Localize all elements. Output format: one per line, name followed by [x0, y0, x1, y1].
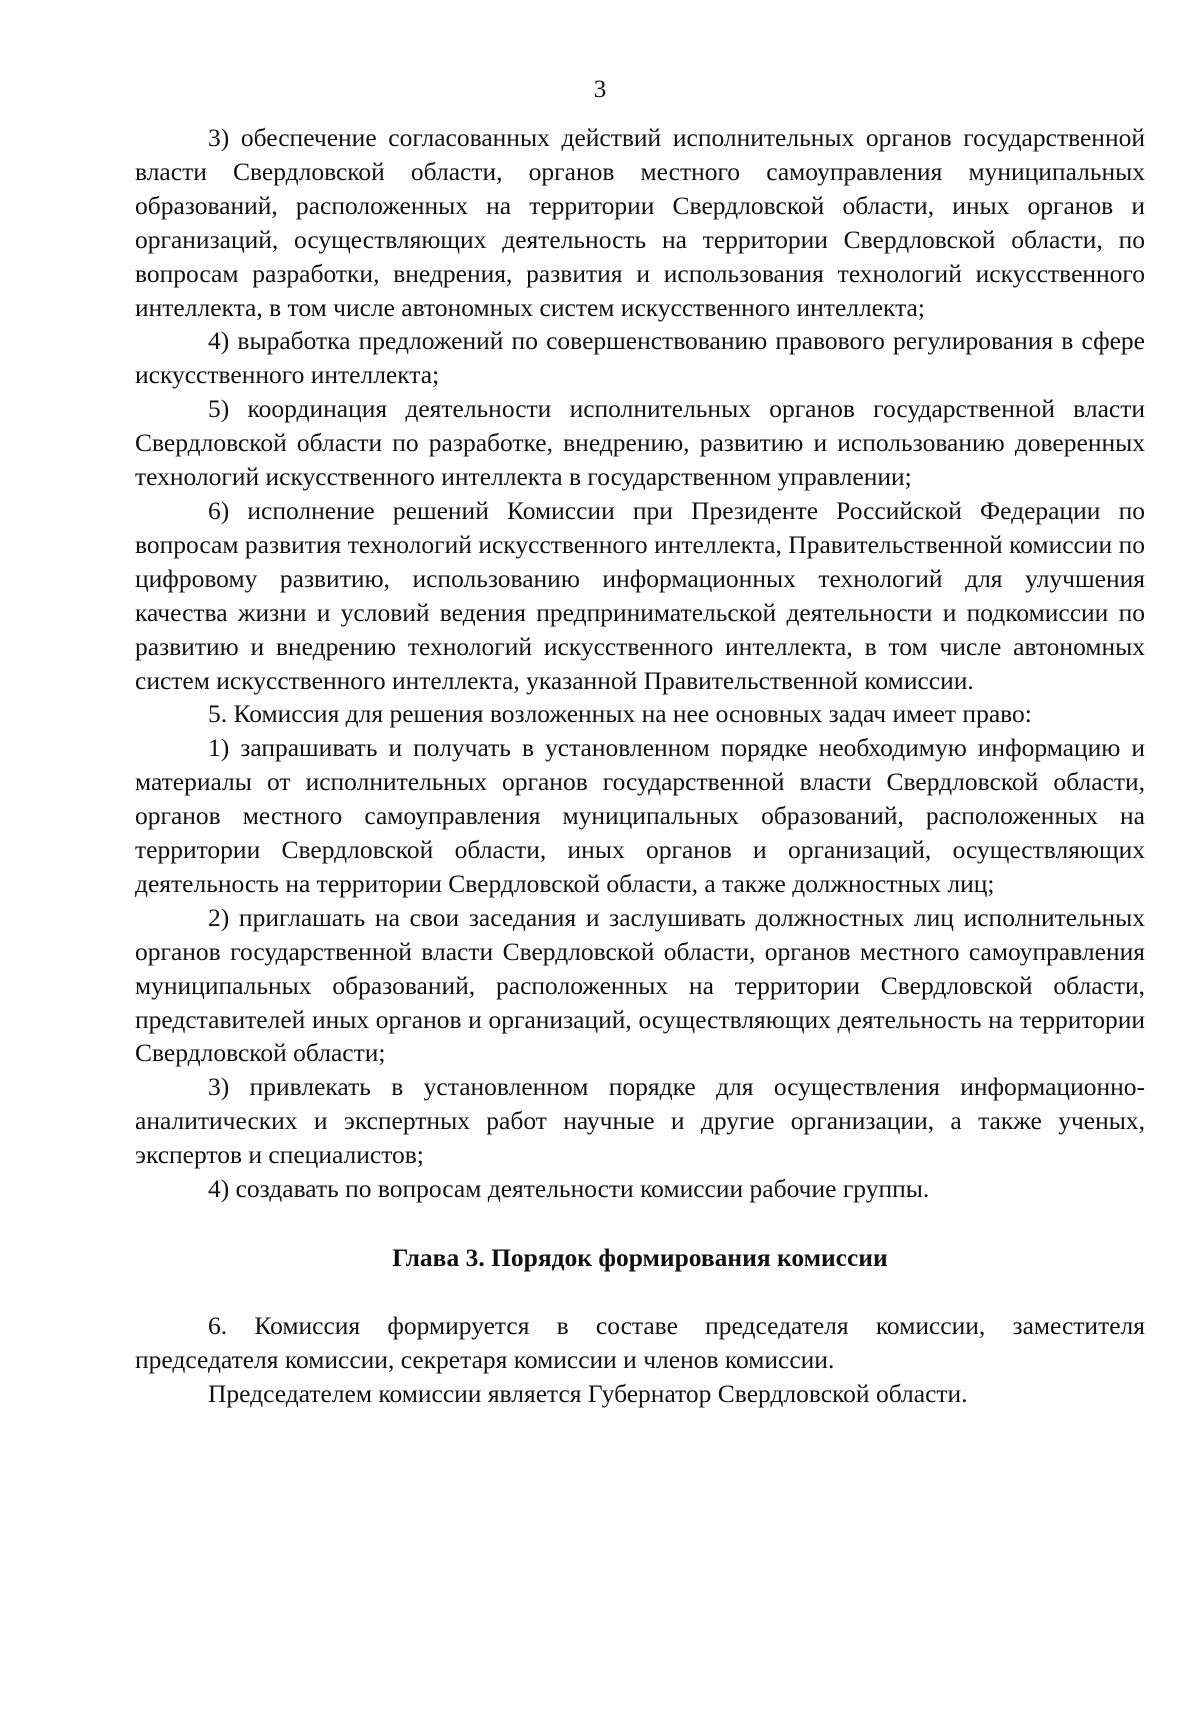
paragraph-right-2-invite: 2) приглашать на свои заседания и заслушивать должностных лиц исполнительных органов государственной власти Свердловской области, органов местного самоуправления муниципальных образований, расположенных на территории Свердловской области, представителей иных органов и организаций, осуществляющих деятельность на территории Свердловской области; [135, 902, 1145, 1068]
paragraph-item-3-coordination: 3) обеспечение согласованных действий исполнительных органов государственной власти Свердловской области, органов местного самоуправления муниципальных образований, расположенных на территории Свердловской области, иных органов и организаций, осуществляющих деятельность на территории Свердловской области, по вопросам разработки, внедрения, развития и использования технологий искусственного интеллекта, в том числе автономных систем искусственного интеллекта; [135, 123, 1145, 322]
paragraph-right-1-request: 1) запрашивать и получать в установленном порядке необходимую информацию и материалы от исполнительных органов государственной власти Свердловской области, органов местного самоуправления муниципальных образований, расположенных на территории Свердловской области, иных органов и организаций, осуществляющих деятельность на территории Свердловской области, а также должностных лиц; [135, 733, 1145, 898]
paragraph-right-4-working-groups: 4) создавать по вопросам деятельности комиссии рабочие группы. [208, 1174, 930, 1204]
page-number: 3 [593, 76, 607, 103]
paragraph-chairman: Председателем комиссии является Губернатор Свердловской области. [208, 1378, 968, 1408]
paragraph-item-4-proposals: 4) выработка предложений по совершенствованию правового регулирования в сфере искусственного интеллекта; [135, 326, 1145, 390]
paragraph-clause-6-composition: 6. Комиссия формируется в составе председателя комиссии, заместителя председателя комиссии, секретаря комиссии и членов комиссии. [135, 1311, 1145, 1374]
document-body [135, 121, 1145, 1411]
paragraph-item-6-execution: 6) исполнение решений Комиссии при Президенте Российской Федерации по вопросам развития технологий искусственного интеллекта, Правительственной комиссии по цифровому развитию, использованию информационных технологий для улучшения качества жизни и условий ведения предпринимательской деятельности и подкомиссии по развитию и внедрению технологий искусственного интеллекта, в том числе автономных систем искусственного интеллекта, указанной Правительственной комиссии. [135, 495, 1145, 695]
paragraph-clause-5-rights: 5. Комиссия для решения возложенных на нее основных задач имеет право: [208, 699, 1032, 729]
paragraph-item-5-coordination-activity: 5) координация деятельности исполнительных органов государственной власти Свердловской области по разработке, внедрению, развитию и использованию доверенных технологий искусственного интеллекта в государственном управлении; [135, 394, 1145, 492]
paragraph-right-3-engage: 3) привлекать в установленном порядке для осуществления информационно-аналитических и экспертных работ научные и другие организации, а также ученых, экспертов и специалистов; [135, 1072, 1145, 1170]
chapter-heading: Глава 3. Порядок формирования комиссии [392, 1243, 888, 1272]
